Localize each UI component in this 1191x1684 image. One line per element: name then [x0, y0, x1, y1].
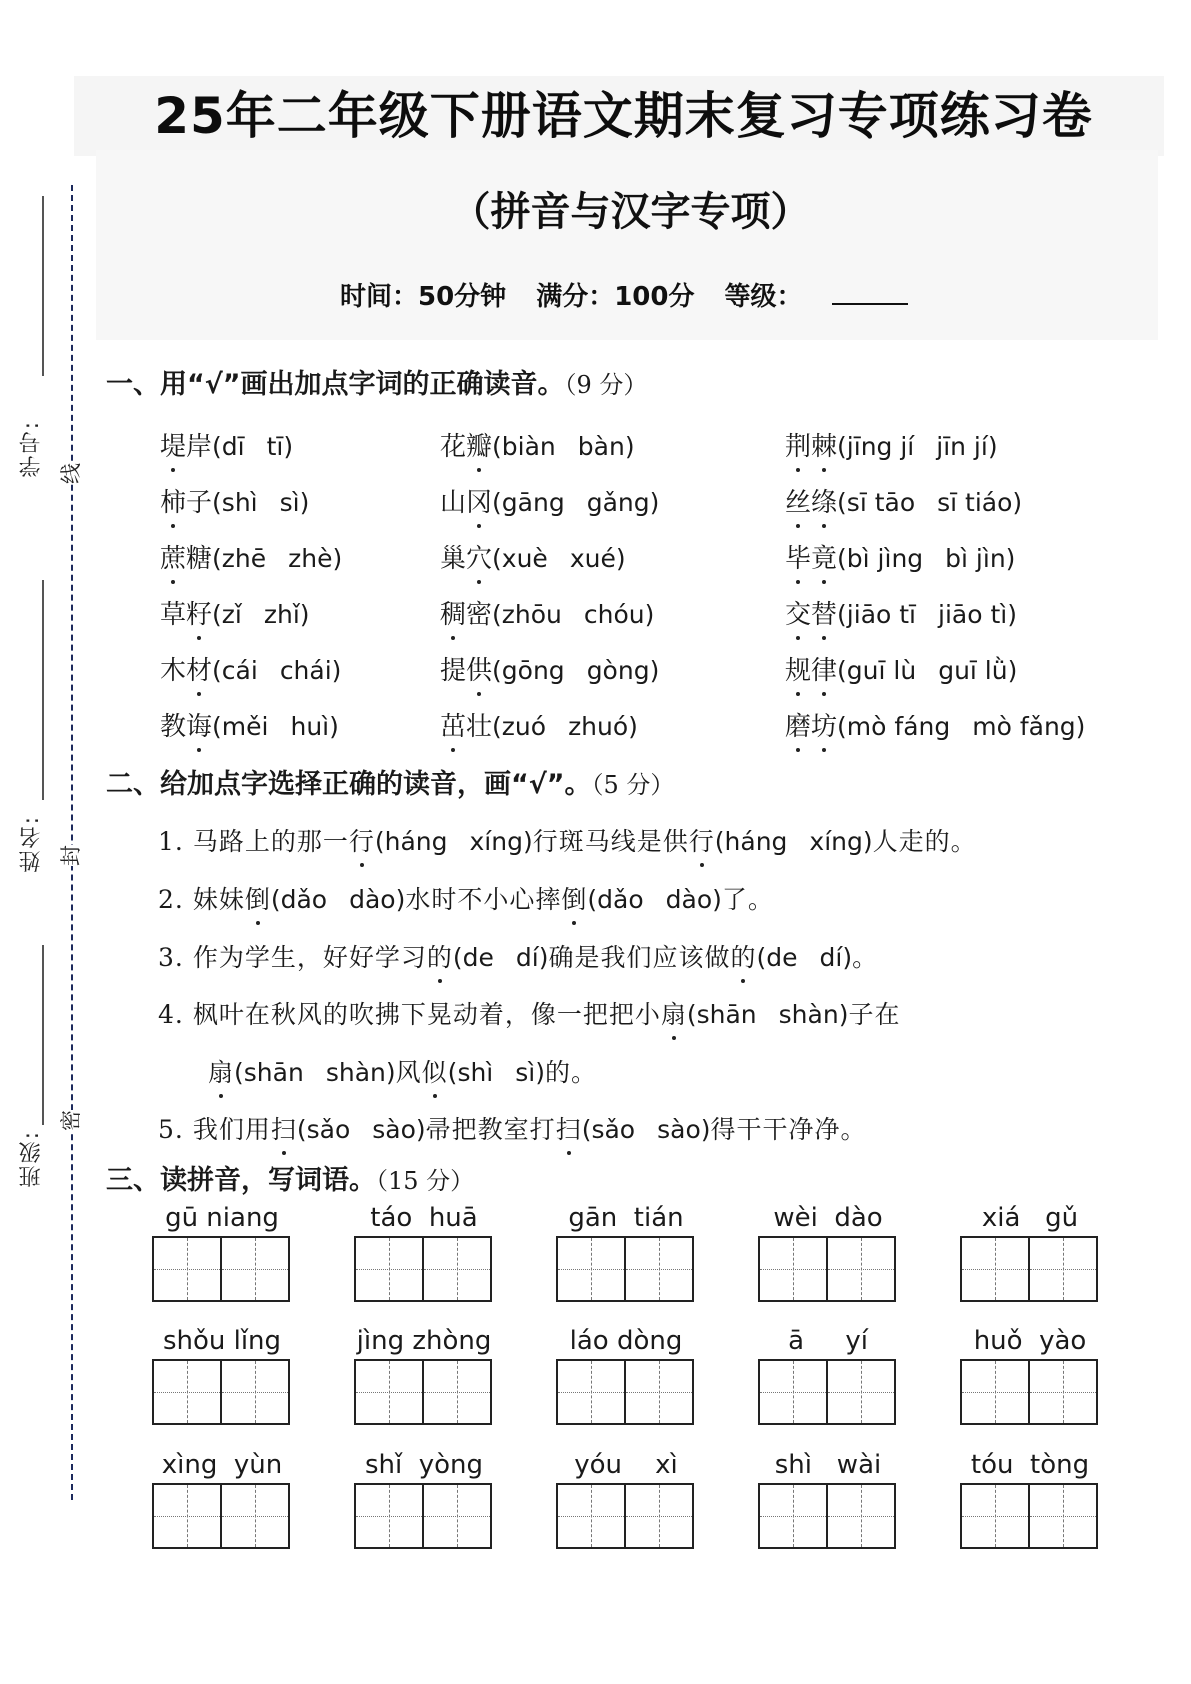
grid-pinyin-label: huǒ yào: [973, 1326, 1087, 1356]
pinyin-options: (měi huì): [212, 712, 339, 741]
tianzige-box[interactable]: [152, 1483, 290, 1549]
sentence-item: [208, 1053, 597, 1089]
grid-pinyin-label: yóu xì: [574, 1450, 678, 1480]
tianzige-cell[interactable]: [422, 1485, 490, 1547]
pinyin-option-a[interactable]: dī: [221, 432, 245, 461]
page-subtitle: （拼音与汉字专项）: [450, 189, 811, 235]
tianzige-box[interactable]: [152, 1236, 290, 1302]
dotted-char: 倒: [561, 880, 587, 916]
pinyin-option-a[interactable]: zuó: [501, 712, 547, 741]
sentence-number: 1.: [158, 827, 193, 856]
pinyin-option-b[interactable]: sì: [279, 488, 300, 517]
grid-pinyin-label: jìng zhòng: [356, 1326, 492, 1356]
pinyin-option-a[interactable]: guī lù: [846, 656, 917, 685]
tianzige-cell[interactable]: [154, 1361, 220, 1423]
write-word-item: [960, 1447, 1100, 1549]
sentence-text: 子在: [848, 1000, 901, 1029]
word-char: 材: [186, 650, 212, 687]
write-word-item: [960, 1200, 1100, 1302]
sentence-item: [158, 880, 774, 916]
word-choice-item: [785, 538, 1015, 575]
word-char: 稠: [440, 594, 466, 631]
write-word-item: [556, 1200, 696, 1302]
grid-pinyin-label: shì wài: [774, 1450, 882, 1480]
word-char: 茁: [440, 706, 466, 743]
word-choice-item: [785, 426, 998, 463]
word-char: 坊: [811, 706, 837, 743]
tianzige-cell[interactable]: [624, 1238, 692, 1300]
pinyin-options: (háng xíng): [714, 827, 873, 856]
pinyin-option-a[interactable]: sǎo: [591, 1115, 636, 1144]
word-char: 瓣: [466, 426, 492, 463]
pinyin-options: (bì jìng bì jìn): [837, 544, 1016, 573]
word-char: 壮: [466, 712, 493, 742]
pinyin-option-b[interactable]: chái: [279, 656, 332, 685]
tianzige-cell[interactable]: [760, 1361, 826, 1423]
tianzige-cell[interactable]: [422, 1361, 490, 1423]
pinyin-option-b[interactable]: bì jìn: [945, 544, 1006, 573]
word-choice-item: [160, 650, 341, 687]
pinyin-option-a[interactable]: zhōu: [501, 600, 562, 629]
word-choice-item: [440, 482, 659, 519]
pinyin-options: (zǐ zhǐ): [212, 600, 310, 629]
student-id-label: 学号:: [19, 420, 44, 478]
tianzige-cell[interactable]: [624, 1361, 692, 1423]
word-char: 巢: [440, 544, 467, 574]
grid-pinyin-label: ā yí: [788, 1326, 868, 1356]
grid-pinyin-label: shǐ yòng: [364, 1450, 484, 1480]
section3-title: 三、读拼音，写词语。: [106, 1165, 376, 1196]
pinyin-options: (sī tāo sī tiáo): [837, 488, 1023, 517]
word-char: 教: [160, 712, 187, 742]
pinyin-options: (biàn bàn): [492, 432, 635, 461]
tianzige-box[interactable]: [556, 1483, 694, 1549]
word-char: 籽: [186, 594, 212, 631]
word-char: 丝: [785, 482, 811, 519]
pinyin-options: (mò fáng mò fǎng): [837, 712, 1086, 741]
pinyin-options: (shì sì): [447, 1058, 546, 1087]
pinyin-options: (de dí): [756, 943, 853, 972]
word-char: 花: [440, 432, 467, 462]
sentence-text: 风: [395, 1058, 422, 1087]
word-choice-item: [440, 594, 654, 631]
word-char: 山: [440, 488, 467, 518]
word-char: 律: [811, 650, 837, 687]
word-char: 绦: [811, 482, 837, 519]
grid-pinyin-label: láo dòng: [569, 1326, 683, 1356]
pinyin-option-b[interactable]: dào: [665, 885, 713, 914]
pinyin-option-a[interactable]: dǎo: [597, 885, 644, 914]
dotted-char: 扇: [208, 1053, 234, 1089]
pinyin-option-b[interactable]: shàn: [325, 1058, 386, 1087]
pinyin-options: (xuè xué): [492, 544, 626, 573]
pinyin-option-a[interactable]: gōng: [501, 656, 565, 685]
word-char: 毕: [785, 538, 811, 575]
pinyin-option-b[interactable]: tī: [266, 432, 284, 461]
pinyin-option-b[interactable]: dào: [349, 885, 396, 914]
exam-meta: [340, 276, 908, 313]
grid-pinyin-label: shǒu lǐng: [162, 1326, 282, 1356]
pinyin-option-a[interactable]: jiāo tī: [846, 600, 916, 629]
tianzige-cell[interactable]: [1028, 1361, 1096, 1423]
pinyin-options: (sǎo sào): [296, 1115, 426, 1144]
tianzige-box[interactable]: [556, 1359, 694, 1425]
pinyin-options: (dǎo dào): [270, 885, 406, 914]
dotted-char: 行: [689, 822, 715, 858]
pinyin-option-a[interactable]: háng: [384, 827, 448, 856]
pinyin-options: (dī tī): [212, 432, 294, 461]
pinyin-options: (gāng gǎng): [492, 488, 660, 517]
dotted-char: 的: [427, 938, 453, 974]
word-choice-item: [785, 706, 1085, 743]
pinyin-options: (shān shàn): [686, 1000, 849, 1029]
sentence-item: [158, 822, 977, 858]
sentence-text: 人走的。: [872, 827, 977, 856]
tianzige-cell[interactable]: [356, 1238, 422, 1300]
pinyin-option-a[interactable]: de: [462, 943, 494, 972]
seal-char-seal: 封: [59, 845, 83, 866]
class-label: 班级:: [19, 1130, 44, 1188]
tianzige-cell[interactable]: [220, 1238, 288, 1300]
pinyin-options: (guī lù guī lǜ): [837, 656, 1018, 685]
tianzige-cell[interactable]: [1028, 1485, 1096, 1547]
tianzige-box[interactable]: [152, 1359, 290, 1425]
tianzige-cell[interactable]: [154, 1238, 220, 1300]
sentence-text: 妹妹: [192, 885, 245, 914]
sentence-number: 5.: [158, 1115, 193, 1144]
tianzige-cell[interactable]: [220, 1485, 288, 1547]
pinyin-option-b[interactable]: zhè: [288, 544, 333, 573]
pinyin-option-a[interactable]: gāng: [501, 488, 565, 517]
tianzige-cell[interactable]: [962, 1361, 1028, 1423]
full-score: 满分：100分: [536, 282, 695, 312]
sentence-text: 枫叶在秋风的吹拂下晃动着，像一把把小: [192, 1000, 661, 1029]
pinyin-option-b[interactable]: xíng: [809, 827, 863, 856]
write-word-item: [556, 1323, 696, 1425]
pinyin-options: (dǎo dào): [587, 885, 722, 914]
tianzige-cell[interactable]: [558, 1361, 624, 1423]
word-choice-item: [440, 706, 638, 743]
pinyin-option-b[interactable]: huì: [290, 712, 330, 741]
tianzige-cell[interactable]: [826, 1361, 894, 1423]
sentence-text: 。: [852, 943, 879, 972]
sentence-item: [158, 1110, 867, 1146]
pinyin-option-b[interactable]: zhǐ: [263, 600, 300, 629]
pinyin-option-a[interactable]: dǎo: [280, 885, 328, 914]
pinyin-options: (gōng gòng): [492, 656, 660, 685]
grid-pinyin-label: tóu tòng: [970, 1450, 1090, 1480]
sentence-text: 我们用: [192, 1115, 271, 1144]
sentence-text: 行斑马线是供: [532, 827, 689, 856]
tianzige-box[interactable]: [758, 1483, 896, 1549]
grid-pinyin-label: gān tián: [568, 1203, 684, 1233]
write-word-item: [354, 1323, 494, 1425]
class-blank[interactable]: [42, 945, 44, 1125]
pinyin-option-a[interactable]: cái: [221, 656, 258, 685]
pinyin-option-a[interactable]: biàn: [501, 432, 556, 461]
write-word-item: [556, 1447, 696, 1549]
write-word-item: [152, 1200, 292, 1302]
word-char: 穴: [466, 538, 492, 575]
sentence-text: 的。: [545, 1058, 598, 1087]
pinyin-option-b[interactable]: shàn: [778, 1000, 839, 1029]
tianzige-box[interactable]: [960, 1359, 1098, 1425]
dotted-char: 似: [422, 1053, 448, 1089]
pinyin-option-a[interactable]: měi: [221, 712, 269, 741]
section2-heading: [106, 762, 674, 801]
pinyin-options: (shì sì): [212, 488, 310, 517]
pinyin-option-b[interactable]: jīn jí: [936, 432, 988, 461]
sentence-item: [158, 995, 900, 1031]
sentence-number: 3.: [158, 943, 193, 972]
binding-dotted-line: [71, 185, 73, 1500]
sentence-text: 确是我们应该做: [548, 943, 731, 972]
pinyin-options: (jīng jí jīn jí): [837, 432, 998, 461]
grid-pinyin-label: xìng yùn: [161, 1450, 283, 1480]
tianzige-cell[interactable]: [624, 1485, 692, 1547]
pinyin-option-a[interactable]: de: [766, 943, 798, 972]
pinyin-option-a[interactable]: sǎo: [306, 1115, 351, 1144]
section1-heading: [106, 362, 647, 401]
section2-title: 二、给加点字选择正确的读音，画“√”。: [106, 769, 592, 800]
tianzige-box[interactable]: [960, 1483, 1098, 1549]
pinyin-options: (zuó zhuó): [492, 712, 638, 741]
dotted-char: 行: [349, 822, 375, 858]
section1-points: （9 分）: [564, 371, 648, 399]
tianzige-box[interactable]: [354, 1236, 492, 1302]
dotted-char: 扫: [271, 1110, 297, 1146]
word-char: 供: [466, 650, 492, 687]
pinyin-option-b[interactable]: gòng: [586, 656, 650, 685]
sentence-text: 马路上的那一: [192, 827, 349, 856]
pinyin-option-b[interactable]: zhuó: [568, 712, 629, 741]
word-char: 密: [466, 600, 493, 630]
grid-pinyin-label: xiá gǔ: [981, 1203, 1079, 1233]
grid-pinyin-label: wèi dào: [773, 1203, 883, 1233]
sentence-text: 了。: [721, 885, 774, 914]
pinyin-option-b[interactable]: jiāo tì: [938, 600, 1008, 629]
grade-label: 等级：: [724, 282, 803, 312]
word-choice-item: [160, 426, 293, 463]
seal-char-secret: 密: [59, 1110, 83, 1131]
pinyin-option-a[interactable]: shān: [243, 1058, 304, 1087]
seal-char-line: 线: [59, 463, 83, 484]
word-choice-item: [440, 538, 626, 575]
sentence-text: 得干干净净。: [710, 1115, 867, 1144]
time-limit: 时间：50分钟: [340, 282, 507, 312]
write-word-item: [354, 1447, 494, 1549]
write-word-item: [960, 1323, 1100, 1425]
word-choice-item: [785, 594, 1017, 631]
pinyin-options: (cái chái): [212, 656, 342, 685]
pinyin-option-a[interactable]: sī tāo: [846, 488, 916, 517]
tianzige-cell[interactable]: [1028, 1238, 1096, 1300]
section2-points: （5 分）: [591, 771, 675, 799]
word-char: 荆: [785, 426, 811, 463]
tianzige-cell[interactable]: [356, 1361, 422, 1423]
pinyin-options: (de dí): [452, 943, 549, 972]
pinyin-option-a[interactable]: shì: [221, 488, 258, 517]
name-label: 姓名:: [19, 815, 44, 873]
pinyin-option-b[interactable]: sào: [657, 1115, 701, 1144]
word-choice-item: [440, 650, 659, 687]
word-char: 竟: [811, 538, 837, 575]
pinyin-option-a[interactable]: bì jìng: [846, 544, 924, 573]
pinyin-option-a[interactable]: shì: [457, 1058, 494, 1087]
pinyin-option-a[interactable]: zǐ: [221, 600, 242, 629]
write-word-item: [354, 1200, 494, 1302]
tianzige-cell[interactable]: [826, 1238, 894, 1300]
tianzige-cell[interactable]: [220, 1361, 288, 1423]
sentence-text: 作为学生，好好学习: [192, 943, 427, 972]
sentence-item: [158, 938, 878, 974]
pinyin-option-b[interactable]: sì: [515, 1058, 536, 1087]
pinyin-option-a[interactable]: shān: [696, 1000, 757, 1029]
pinyin-option-a[interactable]: jīng jí: [846, 432, 915, 461]
section3-heading: [106, 1158, 474, 1197]
pinyin-option-b[interactable]: bàn: [577, 432, 625, 461]
tianzige-box[interactable]: [758, 1236, 896, 1302]
word-char: 规: [785, 650, 811, 687]
word-char: 子: [186, 488, 213, 518]
name-blank[interactable]: [42, 580, 44, 800]
tianzige-cell[interactable]: [962, 1238, 1028, 1300]
pinyin-option-b[interactable]: sào: [372, 1115, 416, 1144]
pinyin-option-b[interactable]: sī tiáo: [937, 488, 1013, 517]
pinyin-options: (zhōu chóu): [492, 600, 655, 629]
word-char: 诲: [186, 706, 212, 743]
pinyin-option-b[interactable]: dí: [515, 943, 539, 972]
tianzige-cell[interactable]: [154, 1485, 220, 1547]
tianzige-cell[interactable]: [760, 1238, 826, 1300]
word-choice-item: [160, 594, 310, 631]
pinyin-option-b[interactable]: chóu: [583, 600, 645, 629]
sentence-text: 水时不小心摔: [405, 885, 562, 914]
pinyin-option-b[interactable]: gǎng: [586, 488, 650, 517]
word-char: 提: [440, 656, 467, 686]
section3-points: （15 分）: [376, 1167, 475, 1195]
word-char: 棘: [811, 426, 837, 463]
dotted-char: 扫: [556, 1110, 582, 1146]
dotted-char: 的: [730, 938, 756, 974]
tianzige-cell[interactable]: [422, 1238, 490, 1300]
grade-blank[interactable]: [832, 283, 908, 305]
tianzige-box[interactable]: [960, 1236, 1098, 1302]
write-word-item: [758, 1323, 898, 1425]
pinyin-options: (zhē zhè): [212, 544, 343, 573]
grid-pinyin-label: gū niang: [165, 1203, 279, 1233]
word-char: 草: [160, 600, 187, 630]
tianzige-cell[interactable]: [558, 1238, 624, 1300]
page-title: 25年二年级下册语文期末复习专项练习卷: [154, 87, 1093, 145]
write-word-item: [758, 1200, 898, 1302]
tianzige-cell[interactable]: [962, 1485, 1028, 1547]
pinyin-option-b[interactable]: guī lǜ: [938, 656, 1008, 685]
pinyin-options: (jiāo tī jiāo tì): [837, 600, 1017, 629]
write-word-item: [758, 1447, 898, 1549]
word-char: 替: [811, 594, 837, 631]
grid-pinyin-label: táo huā: [370, 1203, 478, 1233]
word-char: 糖: [186, 544, 213, 574]
tianzige-box[interactable]: [354, 1359, 492, 1425]
word-choice-item: [160, 538, 342, 575]
pinyin-option-b[interactable]: dí: [819, 943, 843, 972]
pinyin-option-a[interactable]: háng: [724, 827, 788, 856]
write-word-item: [152, 1323, 292, 1425]
pinyin-options: (shān shàn): [234, 1058, 396, 1087]
dotted-char: 扇: [661, 995, 687, 1031]
word-char: 柿: [160, 482, 186, 519]
pinyin-option-b[interactable]: xíng: [469, 827, 523, 856]
student-id-blank[interactable]: [42, 196, 44, 376]
word-char: 岸: [186, 432, 213, 462]
pinyin-option-a[interactable]: mò fáng: [846, 712, 951, 741]
tianzige-box[interactable]: [556, 1236, 694, 1302]
pinyin-option-b[interactable]: xué: [569, 544, 616, 573]
tianzige-cell[interactable]: [356, 1485, 422, 1547]
word-char: 交: [785, 594, 811, 631]
section1-title: 一、用“√”画出加点字词的正确读音。: [106, 369, 565, 400]
word-choice-item: [785, 482, 1022, 519]
word-choice-item: [785, 650, 1017, 687]
word-char: 冈: [466, 482, 492, 519]
sentence-number: 4.: [158, 1000, 193, 1029]
tianzige-cell[interactable]: [826, 1485, 894, 1547]
pinyin-option-b[interactable]: mò fǎng: [972, 712, 1076, 741]
tianzige-cell[interactable]: [558, 1485, 624, 1547]
tianzige-box[interactable]: [758, 1359, 896, 1425]
word-char: 蔗: [160, 538, 186, 575]
word-choice-item: [160, 482, 309, 519]
tianzige-box[interactable]: [354, 1483, 492, 1549]
pinyin-options: (háng xíng): [374, 827, 533, 856]
tianzige-cell[interactable]: [760, 1485, 826, 1547]
pinyin-options: (sǎo sào): [581, 1115, 711, 1144]
word-char: 磨: [785, 706, 811, 743]
sentence-text: 帚把教室打: [425, 1115, 556, 1144]
dotted-char: 倒: [245, 880, 271, 916]
word-choice-item: [160, 706, 339, 743]
word-choice-item: [440, 426, 635, 463]
sentence-number: 2.: [158, 885, 193, 914]
write-word-item: [152, 1447, 292, 1549]
word-char: 堤: [160, 426, 186, 463]
pinyin-option-a[interactable]: xuè: [501, 544, 548, 573]
word-char: 木: [160, 656, 187, 686]
pinyin-option-a[interactable]: zhē: [221, 544, 267, 573]
